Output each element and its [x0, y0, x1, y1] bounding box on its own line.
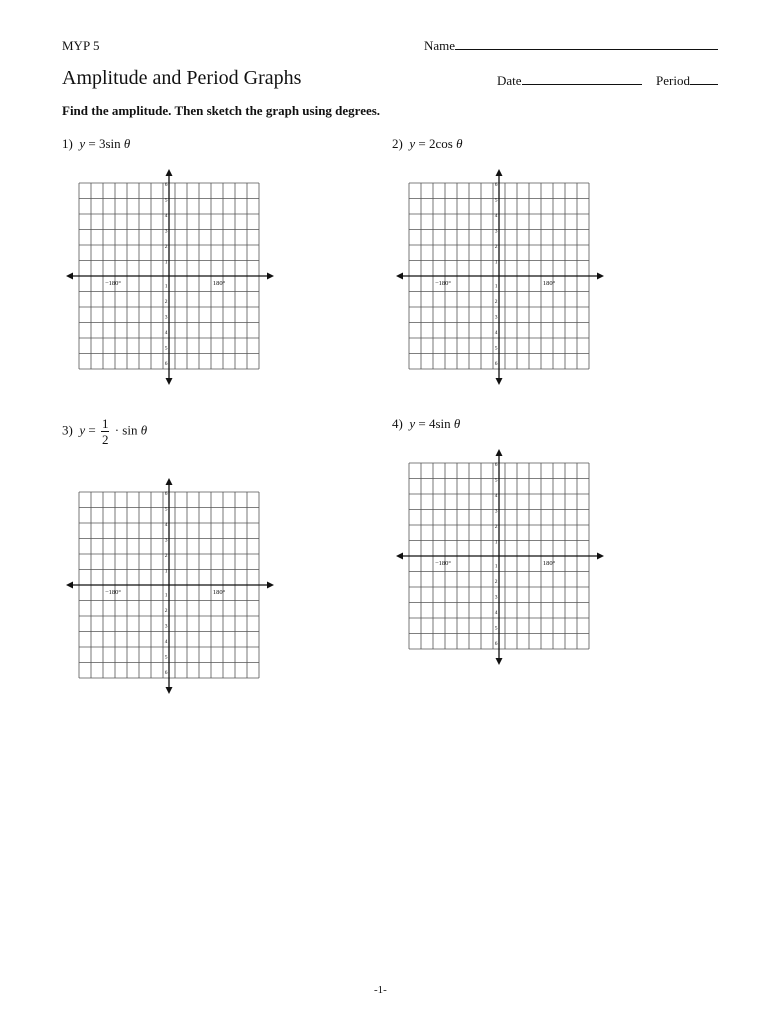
y-tick-label: 1 [164, 568, 168, 575]
fraction-one-half: $\frac{1}{2}$ [101, 416, 109, 447]
y-tick-label: 6 [164, 361, 168, 367]
x-tick-label: 180° [212, 280, 226, 287]
period-label: Period [656, 73, 690, 88]
y-tick-label: 4 [164, 330, 168, 336]
graph-grid-4[interactable] [394, 448, 606, 666]
x-axis-right-arrow-icon [597, 273, 604, 280]
x-axis-right-arrow-icon [267, 273, 274, 280]
y-tick-label: 5 [494, 477, 498, 484]
x-tick-label: 180° [542, 560, 556, 567]
name-field[interactable] [424, 38, 718, 54]
problem-1: 1) y = 3sin θ [62, 136, 131, 151]
x-tick-label: 180° [212, 589, 226, 596]
y-tick-label: 4 [494, 330, 498, 336]
y-tick-label: 3 [494, 508, 498, 515]
x-tick-label: −180° [104, 589, 122, 596]
y-tick-label: 3 [494, 228, 498, 235]
graph-grid-3[interactable] [64, 477, 276, 695]
x-tick-label: 180° [542, 280, 556, 287]
y-tick-label: 1 [164, 259, 168, 266]
y-tick-label: 6 [494, 462, 498, 468]
y-tick-label: 2 [494, 299, 498, 305]
y-tick-label: 5 [494, 625, 498, 632]
y-tick-label: 6 [164, 670, 168, 676]
period-line[interactable] [690, 73, 718, 85]
y-axis-down-arrow-icon [166, 378, 173, 385]
y-tick-label: 6 [494, 641, 498, 647]
y-axis-down-arrow-icon [166, 687, 173, 694]
page-number: -1- [374, 984, 387, 996]
y-tick-label: 3 [164, 537, 168, 544]
y-tick-label: 2 [494, 244, 498, 250]
y-tick-label: 2 [164, 608, 168, 614]
y-axis-up-arrow-icon [496, 169, 503, 176]
x-axis-right-arrow-icon [267, 582, 274, 589]
y-tick-label: 4 [164, 522, 168, 528]
y-tick-label: 6 [164, 182, 168, 188]
x-tick-label: −180° [434, 280, 452, 287]
problem-3: 3) y = $\frac{1}{2}$ · sin θ [62, 416, 148, 447]
date-label: Date [497, 73, 522, 88]
x-axis-left-arrow-icon [396, 273, 403, 280]
y-tick-label: 2 [494, 579, 498, 585]
y-tick-label: 6 [494, 361, 498, 367]
y-tick-label: 1 [494, 539, 498, 546]
y-tick-label: 1 [164, 283, 168, 290]
y-tick-label: 3 [494, 594, 498, 601]
y-tick-label: 1 [494, 259, 498, 266]
y-axis-down-arrow-icon [496, 658, 503, 665]
y-axis-up-arrow-icon [496, 449, 503, 456]
y-tick-label: 2 [494, 524, 498, 530]
y-tick-label: 4 [494, 610, 498, 616]
problem-4: 4) y = 4sin θ [392, 416, 461, 431]
y-tick-label: 4 [494, 213, 498, 219]
x-axis-left-arrow-icon [396, 553, 403, 560]
problem-2: 2) y = 2cos θ [392, 136, 463, 151]
y-tick-label: 3 [164, 623, 168, 630]
y-tick-label: 5 [164, 506, 168, 513]
y-tick-label: 1 [494, 283, 498, 290]
y-axis-up-arrow-icon [166, 169, 173, 176]
y-tick-label: 1 [494, 563, 498, 570]
y-tick-label: 5 [164, 345, 168, 352]
y-tick-label: 5 [494, 345, 498, 352]
page-title: Amplitude and Period Graphs [62, 67, 302, 89]
date-line[interactable] [522, 73, 642, 85]
y-tick-label: 3 [164, 314, 168, 321]
y-tick-label: 3 [494, 314, 498, 321]
name-line[interactable] [455, 38, 718, 50]
name-label: Name [424, 38, 456, 53]
y-axis-down-arrow-icon [496, 378, 503, 385]
y-tick-label: 1 [164, 592, 168, 599]
y-tick-label: 4 [494, 493, 498, 499]
y-tick-label: 2 [164, 553, 168, 559]
y-tick-label: 5 [164, 197, 168, 204]
y-tick-label: 5 [494, 197, 498, 204]
y-tick-label: 3 [164, 228, 168, 235]
y-tick-label: 6 [164, 491, 168, 497]
y-tick-label: 6 [494, 182, 498, 188]
x-tick-label: −180° [104, 280, 122, 287]
y-tick-label: 2 [164, 299, 168, 305]
course-label: MYP 5 [62, 38, 100, 53]
y-tick-label: 2 [164, 244, 168, 250]
x-axis-left-arrow-icon [66, 582, 73, 589]
y-axis-up-arrow-icon [166, 478, 173, 485]
x-tick-label: −180° [434, 560, 452, 567]
graph-grid-2[interactable] [394, 168, 606, 386]
x-axis-right-arrow-icon [597, 553, 604, 560]
y-tick-label: 4 [164, 639, 168, 645]
x-axis-left-arrow-icon [66, 273, 73, 280]
y-tick-label: 4 [164, 213, 168, 219]
y-tick-label: 5 [164, 654, 168, 661]
date-period-fields [497, 73, 718, 89]
instructions: Find the amplitude. Then sketch the graph using degrees. [62, 103, 381, 118]
graph-grid-1[interactable] [64, 168, 276, 386]
